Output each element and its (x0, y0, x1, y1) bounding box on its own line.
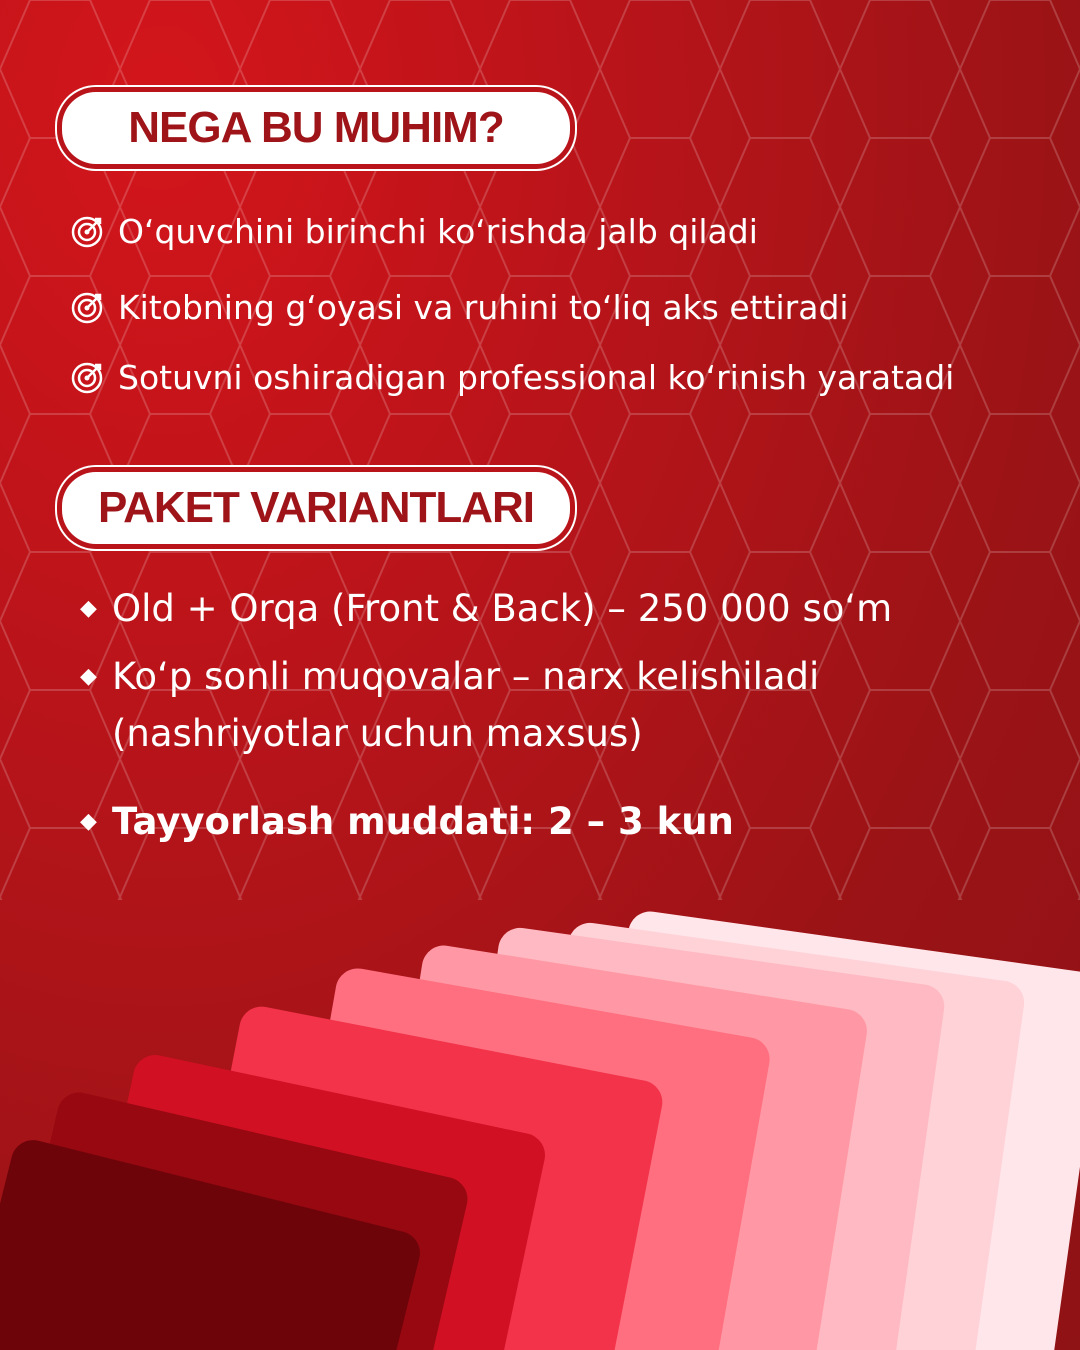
package-item (80, 648, 819, 762)
package-text: Tayyorlash muddati: 2 – 3 kun (112, 800, 734, 843)
diamond-bullet-icon: ◆ (80, 664, 97, 689)
benefit-item (70, 288, 849, 327)
target-icon (70, 361, 104, 395)
package-item (80, 793, 734, 850)
fanned-cards-decoration (0, 880, 1080, 1350)
benefit-item (70, 358, 954, 397)
benefit-item (70, 212, 758, 251)
section-title-packages: PAKET VARIANTLARI (62, 472, 570, 544)
benefit-text: Kitobning g‘oyasi va ruhini to‘liq aks ettiradi (118, 288, 849, 327)
section-title-why: NEGA BU MUHIM? (62, 92, 570, 164)
target-icon (70, 291, 104, 325)
package-subtext: (nashriyotlar uchun maxsus) (112, 712, 643, 755)
benefit-text: Sotuvni oshiradigan professional ko‘rinish yaratadi (118, 358, 955, 397)
package-item (80, 580, 892, 637)
target-icon (70, 215, 104, 249)
benefit-text: O‘quvchini birinchi ko‘rishda jalb qiladi (118, 212, 758, 251)
package-text: Old + Orqa (Front & Back) – 250 000 so‘m (112, 587, 893, 630)
diamond-bullet-icon: ◆ (80, 596, 97, 621)
card-stack (0, 909, 1080, 1350)
package-text: Ko‘p sonli muqovalar – narx kelishiladi (112, 655, 820, 698)
diamond-bullet-icon: ◆ (80, 809, 97, 834)
